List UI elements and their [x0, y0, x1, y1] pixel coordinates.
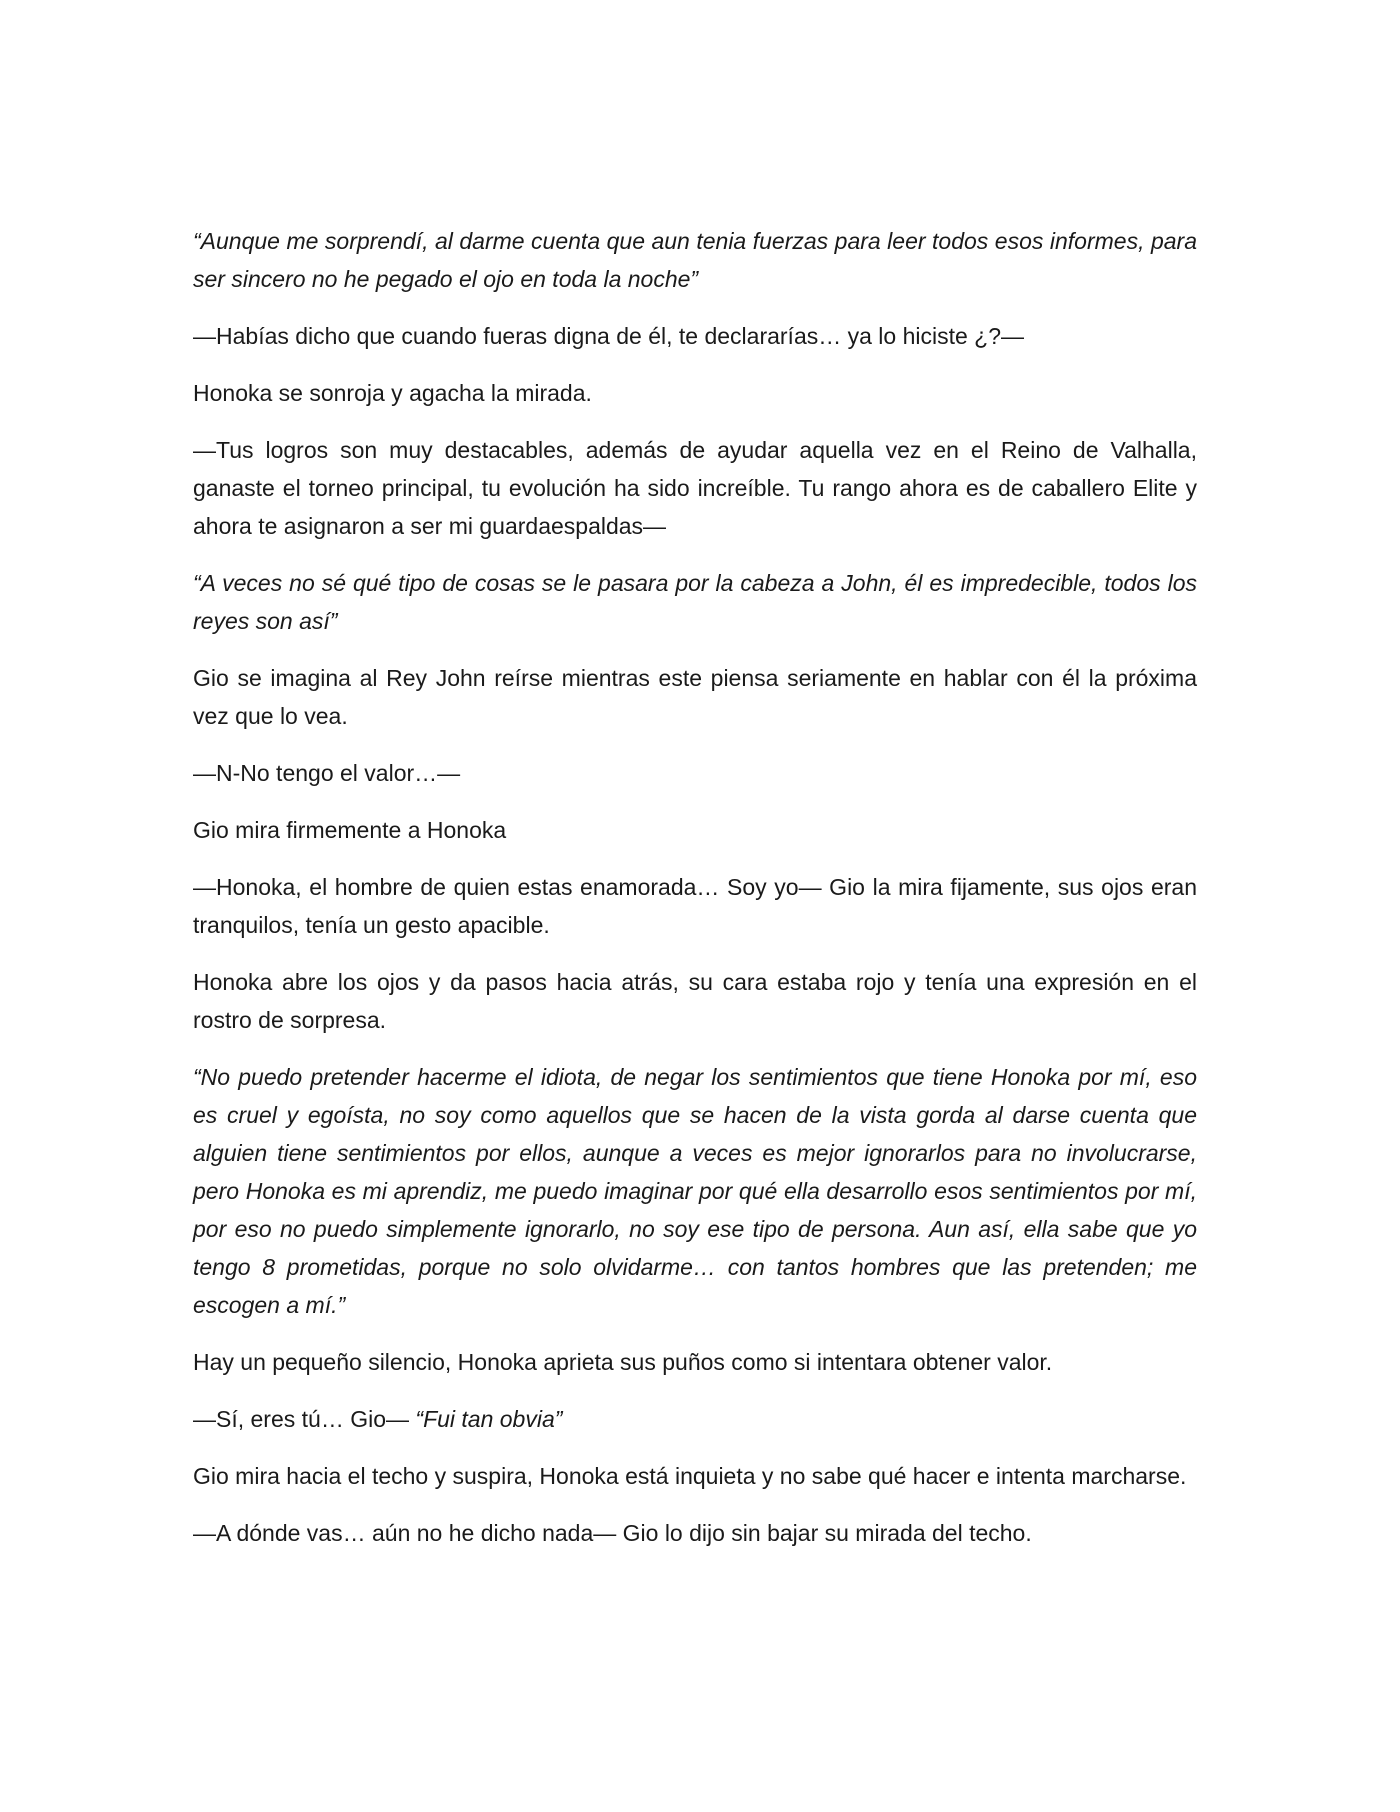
paragraph-9: —Honoka, el hombre de quien estas enamorada… Soy yo— Gio la mira fijamente, sus ojos eran tranquilos, tenía un gesto apacible. [193, 874, 1197, 938]
document-page [193, 222, 1197, 1571]
paragraph-7: —N-No tengo el valor…— [193, 760, 461, 786]
paragraph-14: Gio mira hacia el techo y suspira, Honoka está inquieta y no sabe qué hacer e intenta marcharse. [193, 1463, 1187, 1489]
paragraph-8: Gio mira firmemente a Honoka [193, 817, 507, 843]
paragraph-13-thought: “Fui tan obvia” [415, 1406, 563, 1432]
paragraph-12: Hay un pequeño silencio, Honoka aprieta sus puños como si intentara obtener valor. [193, 1349, 1053, 1375]
paragraph-13-dialogue: —Sí, eres tú… Gio— [193, 1406, 410, 1432]
paragraph-11: “No puedo pretender hacerme el idiota, de negar los sentimientos que tiene Honoka por mí, eso es cruel y egoísta, no soy como aquellos que se hacen de la vista gorda al darse cuenta que alguien tiene sentimientos por ellos, aunque a veces es mejor ignorarlos para no involucrarse, pero Honoka es mi aprendiz, me puedo imaginar por qué ella desarrollo esos sentimientos por mí, por eso no puedo simplemente ignorarlo, no soy ese tipo de persona. Aun así, ella sabe que yo tengo 8 prometidas, porque no solo olvidarme… con tantos hombres que las pretenden; me escogen a mí.” [193, 1064, 1197, 1318]
paragraph-15: —A dónde vas… aún no he dicho nada— Gio lo dijo sin bajar su mirada del techo. [193, 1520, 1032, 1546]
paragraph-10: Honoka abre los ojos y da pasos hacia atrás, su cara estaba rojo y tenía una expresión en el rostro de sorpresa. [193, 969, 1197, 1033]
paragraph-2: —Habías dicho que cuando fueras digna de él, te declararías… ya lo hiciste ¿?— [193, 323, 1025, 349]
paragraph-13 [193, 1400, 1197, 1438]
paragraph-3: Honoka se sonroja y agacha la mirada. [193, 380, 592, 406]
paragraph-6: Gio se imagina al Rey John reírse mientras este piensa seriamente en hablar con él la próxima vez que lo vea. [193, 665, 1197, 729]
paragraph-5: “A veces no sé qué tipo de cosas se le pasara por la cabeza a John, él es impredecible, todos los reyes son así” [193, 570, 1197, 634]
paragraph-1: “Aunque me sorprendí, al darme cuenta que aun tenia fuerzas para leer todos esos informes, para ser sincero no he pegado el ojo en toda la noche” [193, 228, 1197, 292]
paragraph-4: —Tus logros son muy destacables, además de ayudar aquella vez en el Reino de Valhalla, ganaste el torneo principal, tu evolución ha sido increíble. Tu rango ahora es de caballero Elite y ahora te asignaron a ser mi guardaespaldas— [193, 437, 1197, 539]
